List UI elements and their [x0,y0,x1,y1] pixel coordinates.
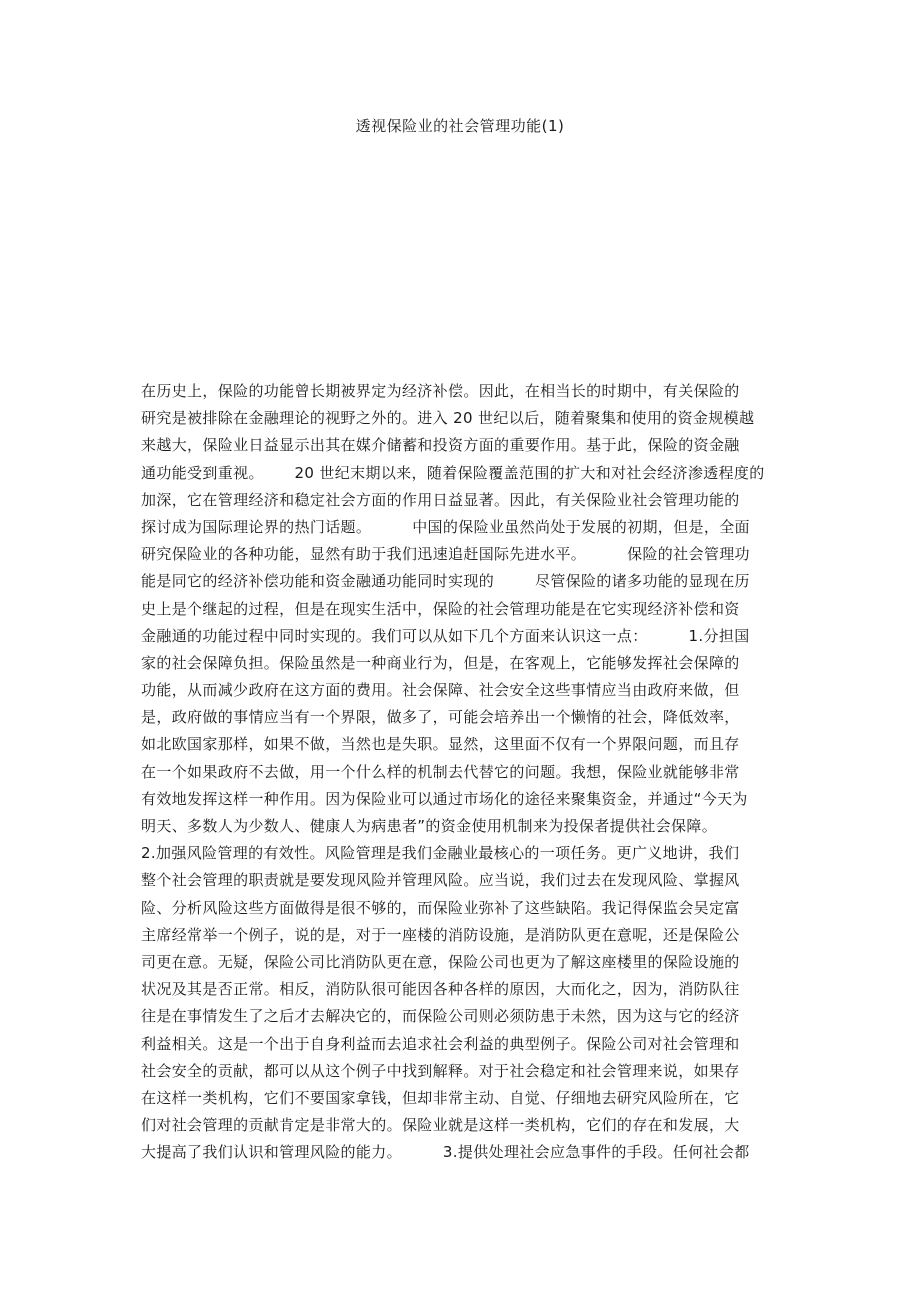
body-line: 史上是个继起的过程，但是在现实生活中，保险的社会管理功能是在它实现经济补偿和资 [141,599,740,618]
body-line: 研究是被排除在金融理论的视野之外的。进入 20 世纪以后，随着聚集和使用的资金规模越 [141,409,755,428]
body-line: 家的社会保障负担。保险虽然是一种商业行为，但是，在客观上，它能够发挥社会保障的 [141,653,740,672]
document-body [141,378,789,1166]
body-line: 状况及其是否正常。相反，消防队很可能因各种各样的原因，大而化之，因为，消防队往 [141,980,740,999]
body-line: 社会安全的贡献，都可以从这个例子中找到解释。对于社会稳定和社会管理来说，如果存 [141,1061,740,1080]
body-line: 能是同它的经济补偿功能和资金融通功能同时实现的 尽管保险的诸多功能的显现在历 [141,572,750,591]
body-line: 2.加强风险管理的有效性。风险管理是我们金融业最核心的一项任务。更广义地讲，我们 [141,844,740,863]
body-line: 明天、多数人为少数人、健康人为病患者”的资金使用机制来为投保者提供社会保障。 [141,817,718,835]
body-line: 们对社会管理的贡献肯定是非常大的。保险业就是这样一类机构，它们的存在和发展，大 [141,1116,740,1135]
body-line: 研究保险业的各种功能，显然有助于我们迅速追赶国际先进水平。 保险的社会管理功 [141,545,750,564]
body-line: 大提高了我们认识和管理风险的能力。 3.提供处理社会应急事件的手段。任何社会都 [141,1143,750,1162]
body-line: 加深，它在管理经济和稳定社会方面的作用日益显著。因此，有关保险业社会管理功能的 [141,490,740,509]
body-line: 是，政府做的事情应当有一个界限，做多了，可能会培养出一个懒惰的社会，降低效率， [141,708,740,727]
body-line: 利益相关。这是一个出于自身利益而去追求社会利益的典型例子。保险公司对社会管理和 [141,1034,740,1053]
body-line: 主席经常举一个例子，说的是，对于一座楼的消防设施，是消防队更在意呢，还是保险公 [141,925,740,944]
document-title: 透视保险业的社会管理功能(1) [355,117,565,135]
body-line: 整个社会管理的职责就是要发现风险并管理风险。应当说，我们过去在发现风险、掌握风 [141,871,740,890]
body-line: 如北欧国家那样，如果不做，当然也是失职。显然，这里面不仅有一个界限问题，而且存 [141,735,740,754]
body-line: 在这样一类机构，它们不要国家拿钱，但却非常主动、自觉、仔细地去研究风险所在，它 [141,1088,740,1107]
body-line: 通功能受到重视。 20 世纪末期以来，随着保险覆盖范围的扩大和对社会经济渗透程度的 [141,463,765,482]
body-line: 探讨成为国际理论界的热门话题。 中国的保险业虽然尚处于发展的初期，但是，全面 [141,517,750,536]
body-line: 司更在意。无疑，保险公司比消防队更在意，保险公司也更为了解这座楼里的保险设施的 [141,952,740,971]
body-line: 险、分析风险这些方面做得是很不够的，而保险业弥补了这些缺陷。我记得保监会吴定富 [141,898,740,917]
body-line: 在一个如果政府不去做，用一个什么样的机制去代替它的问题。我想，保险业就能够非常 [141,762,740,781]
body-line: 来越大，保险业日益显示出其在媒介储蓄和投资方面的重要作用。基于此，保险的资金融 [141,436,740,455]
body-line: 有效地发挥这样一种作用。因为保险业可以通过市场化的途径来聚集资金，并通过“今天为 [141,789,748,808]
body-line: 往是在事情发生了之后才去解决它的，而保险公司则必须防患于未然，因为这与它的经济 [141,1007,740,1026]
body-line: 功能，从而减少政府在这方面的费用。社会保障、社会安全这些事情应当由政府来做，但 [141,681,740,700]
body-line: 金融通的功能过程中同时实现的。我们可以从如下几个方面来认识这一点： 1.分担国 [141,626,750,645]
body-line: 在历史上，保险的功能曾长期被界定为经济补偿。因此，在相当长的时期中，有关保险的 [141,382,740,400]
